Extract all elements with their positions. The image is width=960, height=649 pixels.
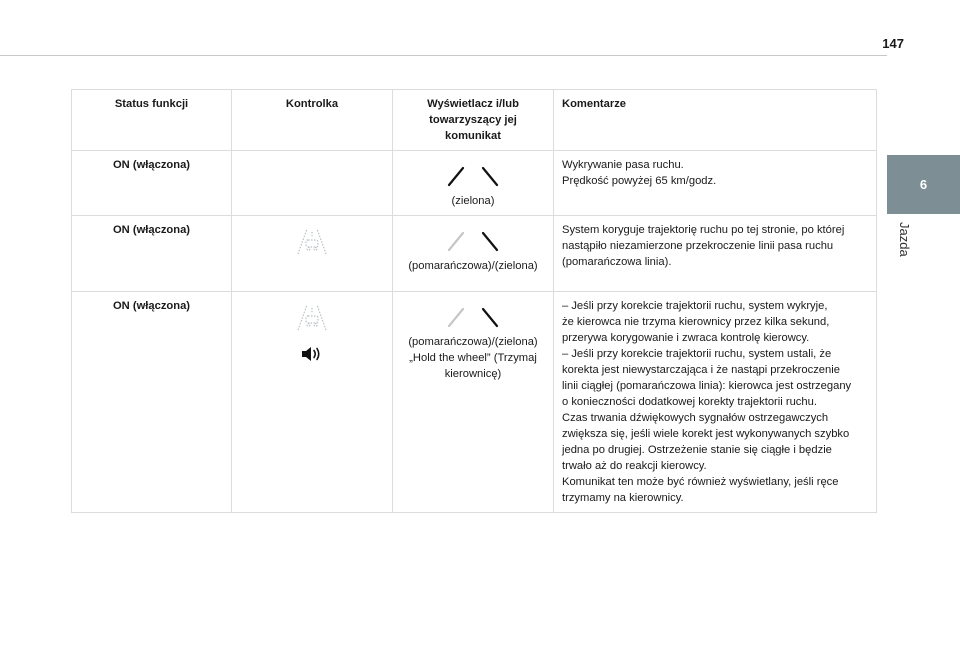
speaker-sound-icon xyxy=(301,346,323,362)
table-row xyxy=(72,216,877,292)
header-display: Wyświetlacz i/lub towarzyszący jej komunikat xyxy=(393,90,554,151)
lamp-cell xyxy=(232,151,393,216)
table-header-row xyxy=(72,90,877,151)
lane-lines-left-highlight-icon xyxy=(445,230,501,252)
header-status: Status funkcji xyxy=(72,90,232,151)
lane-lines-both-active-icon xyxy=(445,165,501,187)
display-cell: (zielona) xyxy=(393,151,554,216)
chapter-title: Jazda xyxy=(897,222,912,257)
page-number: 147 xyxy=(882,36,904,51)
status-cell: ON (włączona) xyxy=(72,216,232,292)
status-cell: ON (włączona) xyxy=(72,292,232,513)
display-cell: (pomarańczowa)/(zielona) xyxy=(393,216,554,292)
table-row xyxy=(72,292,877,513)
table-row xyxy=(72,151,877,216)
lamp-cell xyxy=(232,292,393,513)
comment-cell: – Jeśli przy korekcie trajektorii ruchu, system wykryje, że kierowca nie trzyma kierownicy przez kilka sekund, przerywa korygowanie i zwraca kontrolę kierowcy. – Jeśli przy korekcie trajektorii ruchu, system ustali, że korekta jest niewystarczająca i że nastąpi przekroczenie linii ciągłej (pomarańczowa linia): kierowca jest ostrzegany o konieczności dodatkowej korekty trajektorii ruchu. Czas trwania dźwiękowych sygnałów ostrzegawczych zwiększa się, jeśli wiele korekt jest wykonywanych szybko jedna po drugiej. Ostrzeżenie stanie się ciągłe i będzie trwało aż do reakcji kierowcy. Komunikat ten może być również wyświetlany, jeśli ręce trzymamy na kierownicy. xyxy=(554,292,877,513)
comment-cell: Wykrywanie pasa ruchu. Prędkość powyżej 65 km/godz. xyxy=(554,151,877,216)
header-comments: Komentarze xyxy=(554,90,877,151)
display-cell: (pomarańczowa)/(zielona) „Hold the wheel” (Trzymaj kierownicę) xyxy=(393,292,554,513)
lane-lines-left-highlight-icon xyxy=(445,306,501,328)
chapter-tab[interactable] xyxy=(887,155,960,214)
header-divider xyxy=(0,55,887,56)
chapter-number: 6 xyxy=(919,177,928,192)
function-status-table xyxy=(71,89,877,513)
header-lamp: Kontrolka xyxy=(232,90,393,151)
lane-keeping-assist-lamp-icon xyxy=(295,226,329,256)
lane-keeping-assist-lamp-icon xyxy=(295,302,329,332)
lamp-cell xyxy=(232,216,393,292)
comment-cell: System koryguje trajektorię ruchu po tej stronie, po której nastąpiło niezamierzone przekroczenie linii pasa ruchu (pomarańczowa linia). xyxy=(554,216,877,292)
status-cell: ON (włączona) xyxy=(72,151,232,216)
